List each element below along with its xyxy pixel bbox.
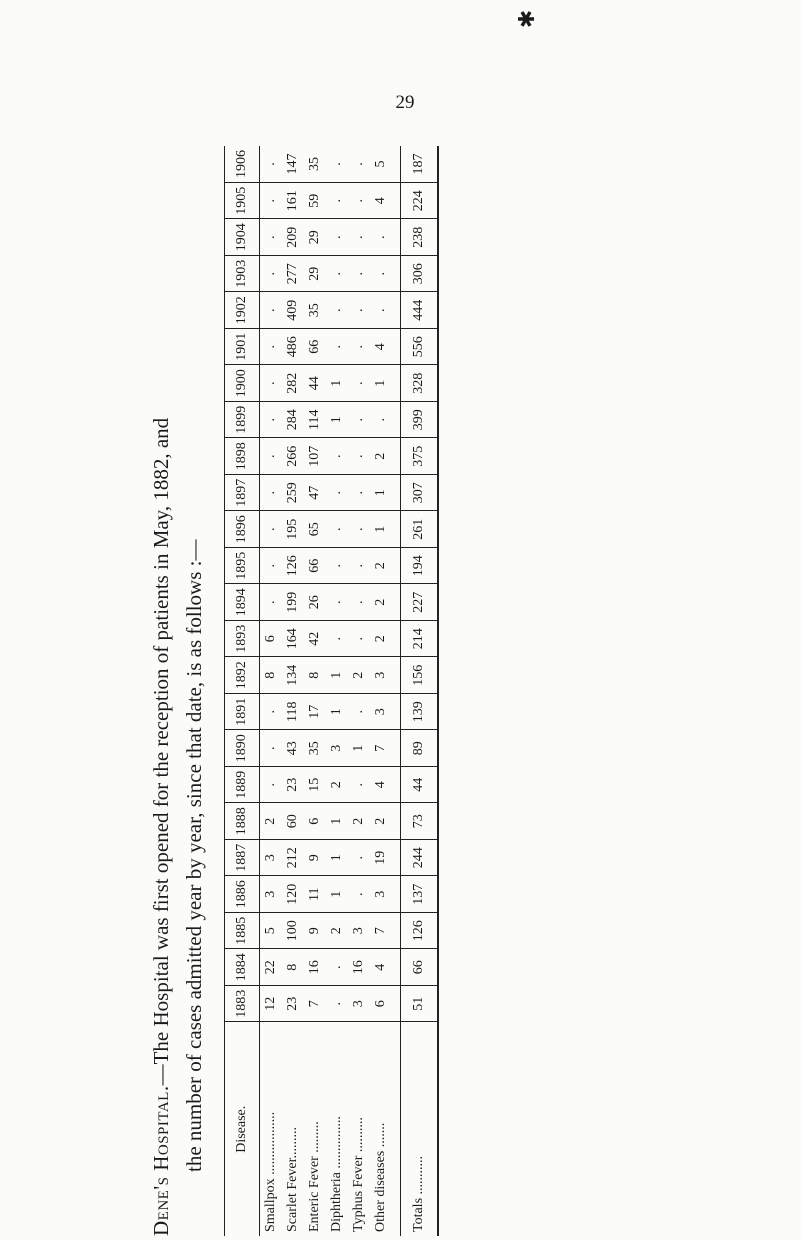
- table-cell: 4: [370, 183, 392, 220]
- table-cell: 277: [282, 256, 304, 293]
- table-cell: .: [260, 219, 283, 256]
- table-row: [304, 146, 326, 1236]
- table-cell: 3: [260, 876, 283, 913]
- table-cell: 12: [260, 986, 283, 1023]
- table-cell: 11: [304, 876, 326, 913]
- caption-line-1-text: —The Hospital was first opened for the reception of patients in May, 1882, and: [149, 417, 173, 1086]
- header-year: 1891: [225, 694, 260, 731]
- table-cell: 23: [282, 767, 304, 804]
- table-cell: 16: [348, 949, 370, 986]
- table-cell: 6: [304, 803, 326, 840]
- caption: [145, 156, 210, 1236]
- header-year: 1898: [225, 438, 260, 475]
- table-cell: 4: [370, 329, 392, 366]
- header-year: 1889: [225, 767, 260, 804]
- table-cell: 5: [370, 146, 392, 183]
- table-cell: 2: [326, 767, 348, 804]
- table-cell: .: [260, 438, 283, 475]
- table-row: [282, 146, 304, 1236]
- totals-cell: 556: [401, 329, 439, 366]
- table-cell: .: [260, 292, 283, 329]
- totals-cell: 224: [401, 183, 439, 220]
- table-cell: .: [370, 292, 392, 329]
- header-year: 1885: [225, 913, 260, 950]
- table-cell: 1: [326, 876, 348, 913]
- table-cell: 114: [304, 402, 326, 439]
- table-cell: 3: [260, 840, 283, 877]
- table-cell: 199: [282, 584, 304, 621]
- header-year: 1895: [225, 548, 260, 585]
- table-cell: .: [348, 365, 370, 402]
- table-cell: 66: [304, 548, 326, 585]
- table-cell: .: [348, 438, 370, 475]
- table-cell: 8: [304, 657, 326, 694]
- table-cell: .: [260, 511, 283, 548]
- table-cell: 3: [326, 730, 348, 767]
- totals-cell: 238: [401, 219, 439, 256]
- totals-cell: 44: [401, 767, 439, 804]
- table-cell: .: [326, 986, 348, 1023]
- table-cell: 19: [370, 840, 392, 877]
- disease-label: Typhus Fever ..........: [351, 1117, 367, 1232]
- table-cell: .: [348, 694, 370, 731]
- table-cell: 1: [370, 475, 392, 512]
- header-year: 1901: [225, 329, 260, 366]
- table-cell: .: [260, 548, 283, 585]
- table-cell: .: [348, 219, 370, 256]
- table-cell: 409: [282, 292, 304, 329]
- table-cell: 43: [282, 730, 304, 767]
- table-cell: 2: [370, 548, 392, 585]
- caption-line-2: the number of cases admitted year by year, since that date, is as follows :—: [181, 539, 206, 1172]
- table-cell: .: [348, 146, 370, 183]
- totals-cell: 328: [401, 365, 439, 402]
- header-year: 1902: [225, 292, 260, 329]
- table-cell: 209: [282, 219, 304, 256]
- table-cell: .: [260, 694, 283, 731]
- table-cell: 3: [370, 876, 392, 913]
- disease-label: Scarlet Fever.........: [285, 1127, 301, 1232]
- table-cell: .: [260, 767, 283, 804]
- table-cell: .: [326, 584, 348, 621]
- table-cell: 66: [304, 329, 326, 366]
- header-year: 1896: [225, 511, 260, 548]
- table-cell: 259: [282, 475, 304, 512]
- totals-cell: 194: [401, 548, 439, 585]
- disease-label: Enteric Fever .........: [307, 1121, 323, 1232]
- table-cell: 161: [282, 183, 304, 220]
- table-cell: 1: [326, 694, 348, 731]
- header-year: 1905: [225, 183, 260, 220]
- table-cell: .: [326, 219, 348, 256]
- table-body: [260, 146, 439, 1236]
- header-year: 1893: [225, 621, 260, 658]
- table-cell: .: [370, 402, 392, 439]
- table-cell: 266: [282, 438, 304, 475]
- table-cell: .: [326, 475, 348, 512]
- table-cell: .: [260, 365, 283, 402]
- table-cell: 35: [304, 146, 326, 183]
- header-year: 1888: [225, 803, 260, 840]
- table-cell: 118: [282, 694, 304, 731]
- header-disease: Disease.: [225, 1022, 260, 1236]
- totals-cell: 126: [401, 913, 439, 950]
- header-year: 1899: [225, 402, 260, 439]
- table-cell: .: [260, 329, 283, 366]
- table-cell: 15: [304, 767, 326, 804]
- table-cell: 1: [326, 840, 348, 877]
- table-cell: .: [326, 146, 348, 183]
- table-cell: 29: [304, 256, 326, 293]
- totals-cell: 51: [401, 986, 439, 1023]
- totals-label: Totals ...........: [401, 1022, 439, 1236]
- table-cell: .: [348, 840, 370, 877]
- table-cell: 3: [348, 913, 370, 950]
- table-cell: 164: [282, 621, 304, 658]
- table-cell: .: [326, 183, 348, 220]
- table-cell: 65: [304, 511, 326, 548]
- table-cell: 1: [370, 511, 392, 548]
- header-year: 1890: [225, 730, 260, 767]
- table-cell: 2: [370, 438, 392, 475]
- totals-cell: 244: [401, 840, 439, 877]
- header-year: 1900: [225, 365, 260, 402]
- totals-cell: 139: [401, 694, 439, 731]
- header-year: 1904: [225, 219, 260, 256]
- table-cell: .: [370, 256, 392, 293]
- table-cell: .: [348, 767, 370, 804]
- disease-label: Smallpox ..................: [263, 1111, 279, 1232]
- table-cell: 3: [370, 657, 392, 694]
- table-cell: 1: [326, 803, 348, 840]
- table-cell: 2: [326, 913, 348, 950]
- totals-cell: 261: [401, 511, 439, 548]
- table-cell: .: [260, 146, 283, 183]
- table-cell: 29: [304, 219, 326, 256]
- page-corner-mark: ✱: [513, 9, 539, 29]
- header-year: 1892: [225, 657, 260, 694]
- table-cell: .: [326, 329, 348, 366]
- table-row: [370, 146, 392, 1236]
- table-cell: .: [348, 329, 370, 366]
- table-cell: 5: [260, 913, 283, 950]
- table-cell: .: [260, 256, 283, 293]
- table-cell: 212: [282, 840, 304, 877]
- totals-row: [401, 146, 439, 1236]
- rotated-content: [145, 146, 575, 1236]
- table-cell: 147: [282, 146, 304, 183]
- table-cell: .: [348, 183, 370, 220]
- table-cell: 134: [282, 657, 304, 694]
- table-cell: .: [348, 256, 370, 293]
- totals-cell: 375: [401, 438, 439, 475]
- table-cell: 1: [370, 365, 392, 402]
- table-cell: .: [348, 402, 370, 439]
- table-cell: 282: [282, 365, 304, 402]
- totals-cell: 306: [401, 256, 439, 293]
- table-cell: 1: [326, 657, 348, 694]
- table-row: [348, 146, 370, 1236]
- totals-cell: 307: [401, 475, 439, 512]
- header-year: 1883: [225, 986, 260, 1023]
- table-cell: 35: [304, 292, 326, 329]
- table-cell: 26: [304, 584, 326, 621]
- table-cell: 126: [282, 548, 304, 585]
- table-cell: .: [326, 438, 348, 475]
- table-cell: .: [348, 292, 370, 329]
- table-cell: .: [326, 511, 348, 548]
- table-cell: .: [260, 475, 283, 512]
- table-cell: 2: [370, 584, 392, 621]
- header-year: 1886: [225, 876, 260, 913]
- table-cell: 7: [304, 986, 326, 1023]
- table-cell: 6: [260, 621, 283, 658]
- table-cell: 6: [370, 986, 392, 1023]
- table-cell: .: [348, 621, 370, 658]
- table-cell: 59: [304, 183, 326, 220]
- caption-heading: Dene's Hospital.: [149, 1085, 173, 1236]
- table-cell: 486: [282, 329, 304, 366]
- totals-cell: 444: [401, 292, 439, 329]
- table-cell: 2: [370, 803, 392, 840]
- table-cell: 9: [304, 840, 326, 877]
- table-cell: .: [260, 584, 283, 621]
- table-cell: 22: [260, 949, 283, 986]
- caption-line-1: [145, 156, 178, 1236]
- totals-cell: 156: [401, 657, 439, 694]
- table-cell: 3: [370, 694, 392, 731]
- table-cell: .: [326, 621, 348, 658]
- spacer-row: [392, 146, 401, 1236]
- totals-cell: 399: [401, 402, 439, 439]
- table-cell: .: [348, 548, 370, 585]
- header-year: 1887: [225, 840, 260, 877]
- totals-cell: 66: [401, 949, 439, 986]
- table-cell: 47: [304, 475, 326, 512]
- table-cell: 16: [304, 949, 326, 986]
- totals-cell: 73: [401, 803, 439, 840]
- table-cell: 8: [260, 657, 283, 694]
- header-year: 1903: [225, 256, 260, 293]
- table-cell: 4: [370, 949, 392, 986]
- table-cell: .: [326, 256, 348, 293]
- header-year: 1894: [225, 584, 260, 621]
- header-year: 1897: [225, 475, 260, 512]
- table-cell: 107: [304, 438, 326, 475]
- table-cell: .: [326, 548, 348, 585]
- table-cell: 1: [326, 402, 348, 439]
- table-cell: 44: [304, 365, 326, 402]
- table-cell: 7: [370, 730, 392, 767]
- table-row: [326, 146, 348, 1236]
- totals-cell: 187: [401, 146, 439, 183]
- table-cell: 60: [282, 803, 304, 840]
- table-cell: 195: [282, 511, 304, 548]
- table-cell: .: [326, 292, 348, 329]
- totals-cell: 89: [401, 730, 439, 767]
- table-cell: 2: [260, 803, 283, 840]
- page-number: 29: [395, 92, 415, 113]
- totals-cell: 227: [401, 584, 439, 621]
- table-cell: .: [370, 219, 392, 256]
- table-cell: 23: [282, 986, 304, 1023]
- admissions-table: [224, 146, 439, 1236]
- table-cell: 9: [304, 913, 326, 950]
- table-cell: 1: [326, 365, 348, 402]
- totals-cell: 214: [401, 621, 439, 658]
- table-cell: 42: [304, 621, 326, 658]
- table-cell: .: [348, 511, 370, 548]
- table-cell: 100: [282, 913, 304, 950]
- table-cell: 284: [282, 402, 304, 439]
- table-cell: .: [348, 475, 370, 512]
- table-cell: .: [348, 876, 370, 913]
- table-row: [260, 146, 283, 1236]
- table-header-row: [225, 146, 260, 1236]
- table-cell: .: [260, 730, 283, 767]
- header-year: 1884: [225, 949, 260, 986]
- totals-cell: 137: [401, 876, 439, 913]
- table-cell: .: [348, 584, 370, 621]
- disease-label: Other diseases .......: [373, 1122, 389, 1232]
- table-cell: 2: [348, 803, 370, 840]
- table-cell: .: [260, 183, 283, 220]
- header-year: 1906: [225, 146, 260, 183]
- disease-label: Diphtheria ...............: [329, 1116, 345, 1232]
- table-cell: 7: [370, 913, 392, 950]
- table-cell: 1: [348, 730, 370, 767]
- table-cell: 120: [282, 876, 304, 913]
- table-cell: 8: [282, 949, 304, 986]
- table-cell: 3: [348, 986, 370, 1023]
- table-cell: .: [260, 402, 283, 439]
- table-cell: .: [326, 949, 348, 986]
- table-cell: 4: [370, 767, 392, 804]
- table-cell: 2: [348, 657, 370, 694]
- table-cell: 17: [304, 694, 326, 731]
- table-cell: 35: [304, 730, 326, 767]
- table-cell: 2: [370, 621, 392, 658]
